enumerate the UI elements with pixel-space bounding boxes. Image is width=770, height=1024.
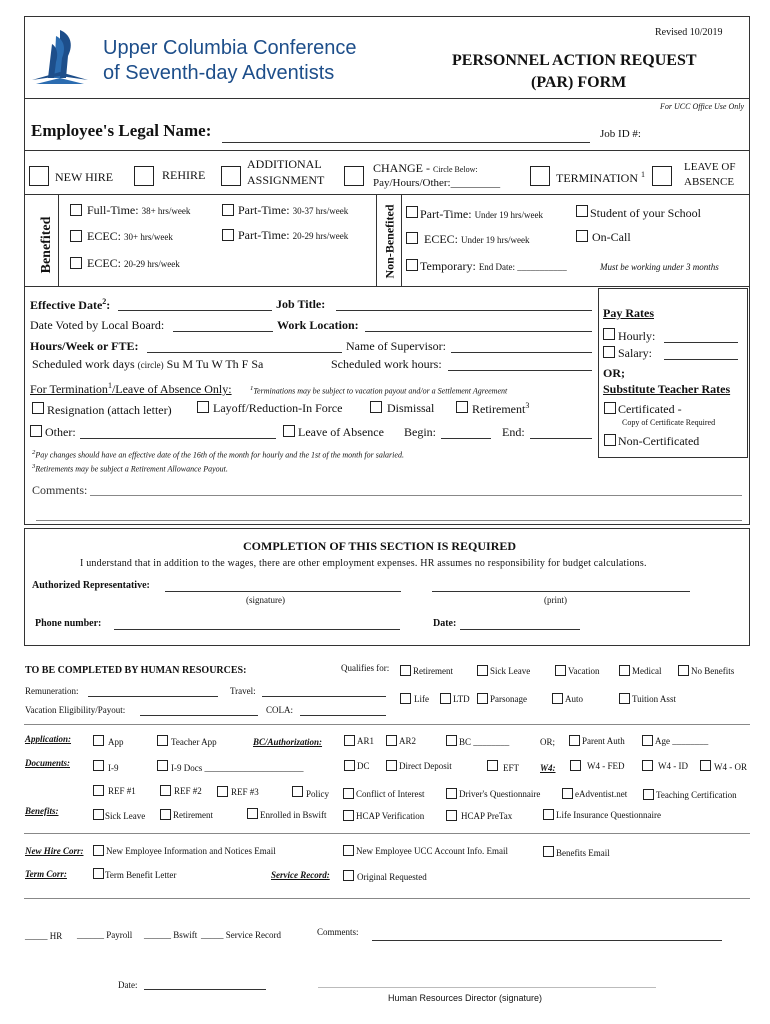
date-voted-label: Date Voted by Local Board: bbox=[30, 318, 165, 332]
note-2: $^2$Pay changes should have an effective date of the 16th of the month for hourly and the 1st of the month for salaried. bbox=[32, 449, 404, 460]
life-q-label: Life Insurance Questionnaire bbox=[556, 810, 661, 820]
q-parsonage-checkbox[interactable] bbox=[477, 693, 488, 704]
dc-label: DC bbox=[357, 761, 370, 771]
age-label: Age ________ bbox=[655, 736, 709, 746]
auth-rep-signature-field[interactable] bbox=[165, 591, 401, 592]
new-ucc-acct-checkbox[interactable] bbox=[343, 845, 354, 856]
salary-checkbox[interactable] bbox=[603, 346, 615, 358]
q-life-label: Life bbox=[414, 694, 429, 704]
signature-caption: (signature) bbox=[246, 595, 285, 605]
parttime-30-label: Part-Time: 30-37 hrs/week bbox=[238, 203, 349, 217]
original-req-checkbox[interactable] bbox=[343, 870, 354, 881]
legal-name-label: Employee's Legal Name: bbox=[31, 121, 212, 140]
q-ltd-label: LTD bbox=[453, 694, 470, 704]
leave-label-1: LEAVE OF bbox=[684, 161, 736, 173]
conflict-label: Conflict of Interest bbox=[356, 789, 425, 799]
benefits-email-checkbox[interactable] bbox=[543, 846, 554, 857]
parttime-20-label: Part-Time: 20-29 hrs/week bbox=[238, 228, 349, 242]
w4-id-checkbox[interactable] bbox=[642, 760, 653, 771]
begin-field[interactable] bbox=[441, 438, 491, 439]
eadventist-checkbox[interactable] bbox=[562, 788, 573, 799]
age-checkbox[interactable] bbox=[642, 735, 653, 746]
termination-note: $^1$Terminations may be subject to vacation payout and/or a Settlement Agreement bbox=[250, 385, 508, 396]
other-field[interactable] bbox=[80, 438, 276, 439]
policy-checkbox[interactable] bbox=[292, 786, 303, 797]
term-letter-checkbox[interactable] bbox=[93, 868, 104, 879]
bswift-initial-label: ______ Bswift bbox=[144, 930, 198, 940]
hourly-label: Hourly: bbox=[618, 329, 656, 343]
b-retirement-label: Retirement bbox=[173, 810, 213, 820]
b-sick-leave-label: Sick Leave bbox=[105, 811, 146, 821]
original-req-label: Original Requested bbox=[357, 872, 427, 882]
phone-field[interactable] bbox=[114, 629, 400, 630]
non-certificated-checkbox[interactable] bbox=[604, 434, 616, 446]
remuneration-field[interactable] bbox=[88, 696, 218, 697]
q-no-benefits-label: No Benefits bbox=[691, 666, 735, 676]
w4-or-checkbox[interactable] bbox=[700, 760, 711, 771]
fulltime-checkbox[interactable] bbox=[70, 204, 82, 216]
ar1-label: AR1 bbox=[357, 736, 375, 746]
resignation-checkbox[interactable] bbox=[32, 402, 44, 414]
i9-checkbox[interactable] bbox=[93, 760, 104, 771]
new-emp-info-label: New Employee Information and Notices Email bbox=[106, 846, 276, 856]
hcap-ver-checkbox[interactable] bbox=[343, 810, 354, 821]
ref3-label: REF #3 bbox=[231, 787, 259, 797]
non-benefited-label: Non-Benefited bbox=[382, 204, 397, 279]
end-label: End: bbox=[502, 425, 525, 439]
note-3: $^3$Retirements may be subject a Retirement Allowance Payout. bbox=[32, 463, 228, 474]
q-tuition-checkbox[interactable] bbox=[619, 693, 630, 704]
new-hire-corr-label: New Hire Corr: bbox=[25, 846, 84, 856]
sched-hours-field[interactable] bbox=[448, 370, 592, 371]
phone-label: Phone number: bbox=[35, 618, 102, 629]
term-corr-label: Term Corr: bbox=[25, 869, 67, 879]
drivers-checkbox[interactable] bbox=[446, 788, 457, 799]
dismissal-checkbox[interactable] bbox=[370, 401, 382, 413]
policy-label: Policy bbox=[306, 789, 330, 799]
hourly-field[interactable] bbox=[664, 342, 738, 343]
resignation-label: Resignation (attach letter) bbox=[47, 403, 172, 417]
job-title-label: Job Title: bbox=[276, 297, 326, 311]
q-vacation-label: Vacation bbox=[568, 666, 600, 676]
q-tuition-label: Tuition Asst bbox=[632, 694, 676, 704]
hr-date-label: Date: bbox=[118, 980, 138, 990]
i9-docs-label: I-9 Docs ______________________ bbox=[171, 763, 304, 773]
parent-auth-checkbox[interactable] bbox=[569, 735, 580, 746]
hr-comments-field[interactable] bbox=[372, 940, 722, 941]
fulltime-label: Full-Time: 38+ hrs/week bbox=[87, 203, 191, 217]
ref1-label: REF #1 bbox=[108, 786, 136, 796]
q-sick-leave-checkbox[interactable] bbox=[477, 665, 488, 676]
sched-hours-label: Scheduled work hours: bbox=[331, 357, 442, 371]
non-certificated-label: Non-Certificated bbox=[618, 434, 700, 448]
additional-label-1: ADDITIONAL bbox=[247, 157, 322, 171]
service-record-initial-label: _____ Service Record bbox=[201, 930, 281, 940]
app-checkbox[interactable] bbox=[93, 735, 104, 746]
remuneration-label: Remuneration: bbox=[25, 686, 79, 696]
bc-auth-label: BC/Authorization: bbox=[253, 737, 323, 747]
director-signature-caption: Human Resources Director (signature) bbox=[388, 993, 543, 1003]
parttime-30-checkbox[interactable] bbox=[222, 204, 234, 216]
benefits-email-label: Benefits Email bbox=[556, 848, 610, 858]
drivers-label: Driver's Questionnaire bbox=[459, 789, 541, 799]
effective-date-label: Effective Date$^2$: bbox=[30, 297, 111, 312]
teacher-app-label: Teacher App bbox=[171, 737, 217, 747]
payroll-initial-label: ______ Payroll bbox=[77, 930, 133, 940]
q-parsonage-label: Parsonage bbox=[490, 694, 527, 704]
supervisor-field[interactable] bbox=[451, 352, 592, 353]
or-label: OR; bbox=[603, 366, 625, 380]
leave-of-absence-checkbox[interactable] bbox=[652, 166, 672, 186]
termination-checkbox[interactable] bbox=[530, 166, 550, 186]
completion-statement: I understand that in addition to the wages, there are other employment expenses. HR assumes no responsibility for budget calculations. bbox=[80, 558, 647, 569]
cola-field[interactable] bbox=[300, 715, 386, 716]
eft-checkbox[interactable] bbox=[487, 760, 498, 771]
salary-field[interactable] bbox=[664, 359, 738, 360]
benefits-label: Benefits: bbox=[25, 806, 59, 816]
hours-fte-field[interactable] bbox=[147, 352, 342, 353]
cola-label: COLA: bbox=[266, 705, 293, 715]
oncall-checkbox[interactable] bbox=[576, 230, 588, 242]
termination-label: TERMINATION $^1$ bbox=[556, 170, 645, 185]
director-signature-field[interactable] bbox=[318, 987, 656, 988]
w4-or-label: W4 - OR bbox=[714, 762, 747, 772]
dc-checkbox[interactable] bbox=[344, 760, 355, 771]
q-life-checkbox[interactable] bbox=[400, 693, 411, 704]
nb-temporary-checkbox[interactable] bbox=[406, 259, 418, 271]
qualifies-label: Qualifies for: bbox=[341, 663, 390, 673]
b-retirement-checkbox[interactable] bbox=[160, 809, 171, 820]
oncall-label: On-Call bbox=[592, 230, 631, 244]
q-vacation-checkbox[interactable] bbox=[555, 665, 566, 676]
travel-label: Travel: bbox=[230, 686, 256, 696]
print-caption: (print) bbox=[544, 595, 567, 605]
ref3-checkbox[interactable] bbox=[217, 786, 228, 797]
pay-rates-title: Pay Rates bbox=[603, 306, 654, 320]
certificated-checkbox[interactable] bbox=[604, 402, 616, 414]
ref2-label: REF #2 bbox=[174, 786, 202, 796]
direct-deposit-checkbox[interactable] bbox=[386, 760, 397, 771]
q-no-benefits-checkbox[interactable] bbox=[678, 665, 689, 676]
job-title-field[interactable] bbox=[336, 310, 592, 311]
q-ltd-checkbox[interactable] bbox=[440, 693, 451, 704]
app-label: App bbox=[108, 737, 124, 747]
hr-date-field[interactable] bbox=[144, 989, 266, 990]
eft-label: EFT bbox=[503, 763, 520, 773]
w4-id-label: W4 - ID bbox=[658, 761, 688, 771]
parttime-20-checkbox[interactable] bbox=[222, 229, 234, 241]
ref2-checkbox[interactable] bbox=[160, 785, 171, 796]
bswift-label: Enrolled in Bswift bbox=[260, 810, 327, 820]
certificated-label: Certificated - bbox=[618, 402, 682, 416]
benefited-label: Benefited bbox=[39, 216, 54, 274]
change-label-2: Pay/Hours/Other:_________ bbox=[373, 177, 501, 189]
w4-label: W4: bbox=[540, 763, 556, 773]
copy-required-note: Copy of Certificate Required bbox=[622, 418, 716, 427]
bswift-checkbox[interactable] bbox=[247, 808, 258, 819]
work-location-field[interactable] bbox=[365, 331, 592, 332]
nb-parttime-checkbox[interactable] bbox=[406, 206, 418, 218]
b-sick-leave-checkbox[interactable] bbox=[93, 809, 104, 820]
new-emp-info-checkbox[interactable] bbox=[93, 845, 104, 856]
ecec-30-checkbox[interactable] bbox=[70, 230, 82, 242]
new-ucc-acct-label: New Employee UCC Account Info. Email bbox=[356, 846, 508, 856]
teacher-app-checkbox[interactable] bbox=[157, 735, 168, 746]
sched-days-label: Scheduled work days (circle) Su M Tu W Th F Sa bbox=[32, 357, 264, 371]
layoff-checkbox[interactable] bbox=[197, 401, 209, 413]
job-id-label: Job ID #: bbox=[600, 128, 641, 140]
bc-checkbox[interactable] bbox=[446, 735, 457, 746]
date-voted-field[interactable] bbox=[173, 331, 273, 332]
comments-field-1[interactable] bbox=[90, 495, 742, 496]
direct-deposit-label: Direct Deposit bbox=[399, 761, 452, 771]
leave-label-2: ABSENCE bbox=[684, 176, 735, 188]
i9-docs-checkbox[interactable] bbox=[157, 760, 168, 771]
documents-label: Documents: bbox=[25, 758, 70, 768]
leave-absence-checkbox[interactable] bbox=[283, 425, 295, 437]
rehire-checkbox[interactable] bbox=[134, 166, 154, 186]
life-q-checkbox[interactable] bbox=[543, 809, 554, 820]
teaching-cert-checkbox[interactable] bbox=[643, 789, 654, 800]
auth-rep-print-field[interactable] bbox=[432, 591, 690, 592]
office-use-note: For UCC Office Use Only bbox=[660, 102, 744, 111]
org-name-line2: of Seventh-day Adventists bbox=[103, 62, 335, 84]
i9-label: I-9 bbox=[108, 763, 119, 773]
change-label: CHANGE - Circle Below: bbox=[373, 161, 478, 175]
additional-assignment-checkbox[interactable] bbox=[221, 166, 241, 186]
ecec-20-checkbox[interactable] bbox=[70, 257, 82, 269]
ar2-checkbox[interactable] bbox=[386, 735, 397, 746]
travel-field[interactable] bbox=[262, 696, 386, 697]
other-label: Other: bbox=[45, 425, 76, 439]
q-medical-checkbox[interactable] bbox=[619, 665, 630, 676]
form-title-line1: PERSONNEL ACTION REQUEST bbox=[452, 52, 697, 69]
hours-fte-label: Hours/Week or FTE: bbox=[30, 339, 139, 353]
date-label: Date: bbox=[433, 618, 457, 629]
ecec-20-label: ECEC: 20-29 hrs/week bbox=[87, 256, 180, 270]
q-auto-label: Auto bbox=[565, 694, 583, 704]
completion-title: COMPLETION OF THIS SECTION IS REQUIRED bbox=[243, 539, 517, 553]
end-field[interactable] bbox=[530, 438, 592, 439]
rehire-label: REHIRE bbox=[162, 168, 206, 182]
q-sick-leave-label: Sick Leave bbox=[490, 666, 531, 676]
hcap-pre-checkbox[interactable] bbox=[446, 810, 457, 821]
q-medical-label: Medical bbox=[632, 666, 662, 676]
nb-ecec-label: ECEC: Under 19 hrs/week bbox=[424, 232, 530, 246]
nb-ecec-checkbox[interactable] bbox=[406, 232, 418, 244]
retirement-label: Retirement$^3$ bbox=[472, 401, 530, 416]
auth-rep-label: Authorized Representative: bbox=[32, 580, 150, 591]
q-auto-checkbox[interactable] bbox=[552, 693, 563, 704]
additional-label-2: ASSIGNMENT bbox=[247, 173, 325, 187]
begin-label: Begin: bbox=[404, 425, 436, 439]
hr-section-title: TO BE COMPLETED BY HUMAN RESOURCES: bbox=[25, 665, 247, 676]
comments-label: Comments: bbox=[32, 483, 88, 497]
leave-absence-label: Leave of Absence bbox=[298, 425, 384, 439]
supervisor-label: Name of Supervisor: bbox=[346, 339, 446, 353]
other-checkbox[interactable] bbox=[30, 425, 42, 437]
legal-name-field[interactable] bbox=[222, 142, 590, 143]
nb-temporary-label: Temporary: End Date: ___________ bbox=[420, 259, 567, 273]
termination-section-label: For Termination$^1$/Leave of Absence Only: bbox=[30, 381, 232, 396]
ar1-checkbox[interactable] bbox=[344, 735, 355, 746]
hr-comments-label: Comments: bbox=[317, 927, 359, 937]
salary-label: Salary: bbox=[618, 346, 652, 360]
hr-initial-label: _____ HR bbox=[25, 931, 63, 941]
ecec-30-label: ECEC: 30+ hrs/week bbox=[87, 229, 173, 243]
nb-must-note: Must be working under 3 months bbox=[600, 262, 719, 272]
parent-auth-label: Parent Auth bbox=[582, 736, 625, 746]
vacation-elig-label: Vacation Eligibility/Payout: bbox=[25, 705, 126, 715]
nb-parttime-label: Part-Time: Under 19 hrs/week bbox=[420, 207, 544, 221]
hourly-checkbox[interactable] bbox=[603, 328, 615, 340]
teaching-cert-label: Teaching Certification bbox=[656, 790, 737, 800]
new-hire-label: NEW HIRE bbox=[55, 170, 114, 184]
comments-field-2[interactable] bbox=[36, 520, 742, 521]
work-location-label: Work Location: bbox=[277, 318, 359, 332]
layoff-label: Layoff/Reduction-In Force bbox=[213, 401, 343, 415]
org-name-line1: Upper Columbia Conference bbox=[103, 37, 357, 59]
application-label: Application: bbox=[25, 734, 72, 744]
ar2-label: AR2 bbox=[399, 736, 417, 746]
date-field[interactable] bbox=[460, 629, 580, 630]
conflict-checkbox[interactable] bbox=[343, 788, 354, 799]
service-record-label: Service Record: bbox=[271, 870, 330, 880]
revised-date: Revised 10/2019 bbox=[655, 27, 723, 38]
bc-label: BC ________ bbox=[459, 737, 510, 747]
dismissal-label: Dismissal bbox=[387, 401, 435, 415]
eadventist-label: eAdventist.net bbox=[575, 789, 628, 799]
sub-teacher-title: Substitute Teacher Rates bbox=[603, 382, 731, 396]
student-label: Student of your School bbox=[590, 206, 701, 220]
vacation-elig-field[interactable] bbox=[140, 715, 258, 716]
w4-fed-checkbox[interactable] bbox=[570, 760, 581, 771]
hcap-pre-label: HCAP PreTax bbox=[461, 811, 513, 821]
ref1-checkbox[interactable] bbox=[93, 785, 104, 796]
q-retirement-label: Retirement bbox=[413, 666, 453, 676]
q-retirement-checkbox[interactable] bbox=[400, 665, 411, 676]
change-checkbox[interactable] bbox=[344, 166, 364, 186]
effective-date-field[interactable] bbox=[118, 310, 272, 311]
form-title-line2: (PAR) FORM bbox=[531, 74, 627, 91]
retirement-checkbox[interactable] bbox=[456, 401, 468, 413]
or-hr-label: OR; bbox=[540, 737, 556, 747]
student-checkbox[interactable] bbox=[576, 205, 588, 217]
term-letter-label: Term Benefit Letter bbox=[105, 870, 177, 880]
new-hire-checkbox[interactable] bbox=[29, 166, 49, 186]
w4-fed-label: W4 - FED bbox=[587, 761, 625, 771]
hcap-ver-label: HCAP Verification bbox=[356, 811, 425, 821]
